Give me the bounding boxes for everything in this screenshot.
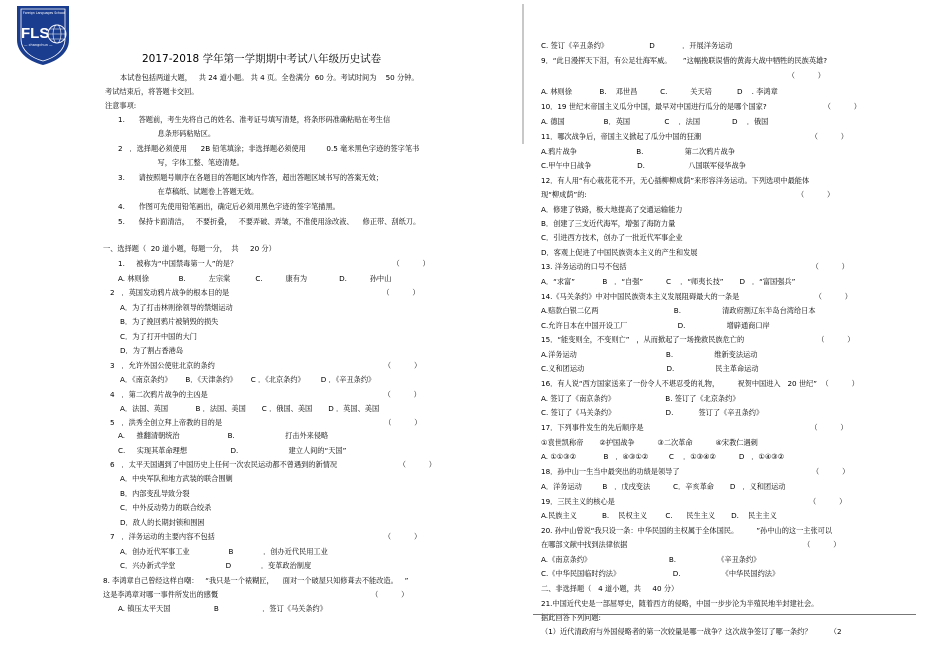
left-line-25: A. 推翻清朝统治 B. 打击外来侵略 bbox=[118, 431, 329, 440]
left-line-32: 7 ．洋务运动的主要内容不包括 （ ） bbox=[110, 532, 422, 541]
left-line-16: A．为了打击林则徐领导的禁烟运动 bbox=[120, 303, 233, 312]
left-line-6: 2 ．选择题必须使用 2B 铅笔填涂；非选择题必须使用 0.5 毫米黑色字迹的签字笔书 bbox=[118, 144, 420, 153]
left-line-12: 一、选择题（ 20 道小题，每题一分， 共 20 分） bbox=[103, 244, 276, 253]
right-line-18: 14.《马关条约》中对中国民族资本主义发展阻碍最大的一条是 （ ） bbox=[541, 292, 852, 301]
right-line-9: C.甲午中日战争 D. 八国联军侵华战争 bbox=[541, 161, 746, 170]
right-line-25: A. 签订了《南京条约》 B. 签订了《北京条约》 bbox=[541, 394, 740, 403]
right-line-20: C.允许日本在中国开设工厂 D. 增辟通商口岸 bbox=[541, 321, 770, 330]
right-line-41: （1）近代清政府与外国侵略者的第一次较量是哪一战争？这次战争签订了哪一条约？ （2 bbox=[541, 627, 842, 636]
left-line-3: 注意事项: bbox=[105, 101, 137, 110]
left-line-34: C．兴办新式学堂 D ．变革政治制度 bbox=[120, 561, 312, 570]
right-line-3: （ ） bbox=[541, 71, 825, 80]
right-line-21: 15．“能变则全，不变则亡” ，从而掀起了一场挽救民族危亡的 （ ） bbox=[541, 335, 855, 344]
right-line-1: C. 签订《辛丑条约》 D ．开展洋务运动 bbox=[541, 41, 733, 50]
left-line-13: 1. 被称为“中国禁毒第一人”的是？ （ ） bbox=[118, 259, 430, 268]
left-line-36: 这是李鸿章对哪一事件所发出的感慨 （ ） bbox=[103, 590, 409, 599]
left-line-15: 2 ．英国发动鸦片战争的根本目的是 （ ） bbox=[110, 288, 420, 297]
right-line-13: B．创建了三支近代海军，增强了海防力量 bbox=[541, 219, 676, 228]
right-line-7: 11．哪次战争后，帝国主义掀起了瓜分中国的狂潮 （ ） bbox=[541, 132, 848, 141]
right-line-36: A.《南京条约》 B. 《辛丑条约》 bbox=[541, 555, 761, 564]
right-line-16: 13. 洋务运动的口号不包括 （ ） bbox=[541, 262, 849, 271]
right-line-27: 17．下列事件发生的先后顺序是 （ ） bbox=[541, 423, 848, 432]
left-line-27: 6 ．太平天国遇到了中国历史上任何一次农民运动都不曾遇到的新情况 （ ） bbox=[110, 460, 436, 469]
right-line-5: 10．19 世纪末帝国主义瓜分中国，最早对中国进行瓜分的是哪个国家? （ ） bbox=[541, 102, 861, 111]
right-line-12: A．修建了铁路，极大地提高了交通运输能力 bbox=[541, 205, 683, 214]
right-line-39: 21.中国近代史是一部屈辱史，随着西方的侵略，中国一步步沦为半殖民地半封建社会。 bbox=[541, 599, 819, 608]
right-line-23: C.义和团运动 D. 民主革命运动 bbox=[541, 364, 759, 373]
right-line-24: 16．有人说“西方国家送来了一份令人不堪忍受的礼物， 祝贺中国进入 20 世纪” （ ） bbox=[541, 379, 859, 388]
left-line-20: 3 ．允许外国公使驻北京的条约 （ ） bbox=[110, 361, 422, 370]
left-line-18: C．为了打开中国的大门 bbox=[120, 332, 197, 341]
right-line-30: 18．孙中山一生当中最突出的功绩是领导了 （ ） bbox=[541, 467, 850, 476]
right-line-33: A.民族主义 B. 民权主义 C. 民生主义 D. 民主主义 bbox=[541, 511, 777, 520]
left-line-30: C．中外反动势力的联合绞杀 bbox=[120, 503, 212, 512]
right-line-4: A. 林则徐 B. 邓世昌 C. 关天培 D . 李鸿章 bbox=[541, 87, 778, 96]
left-line-17: B．为了挽回鸦片被销毁的损失 bbox=[120, 317, 219, 326]
left-line-2: 考试结束后，将答题卡交回。 bbox=[105, 87, 199, 96]
left-line-9: 在草稿纸、试题卷上答题无效。 bbox=[137, 187, 259, 196]
right-line-14: C．引进西方技术，创办了一批近代军事企业 bbox=[541, 233, 683, 242]
left-line-1: 本试卷包括两道大题， 共 24 道小题。 共 4 页。全卷满分 60 分。考试时间为 50 分钟。 bbox=[120, 73, 419, 82]
left-line-35: 8. 李鸿章自己曾经这样自嘲： “我只是一个裱糊匠， 面对一个破屋只知修葺去不能改造。 ” bbox=[103, 576, 409, 585]
left-line-31: D．敌人的长期封锁和围困 bbox=[120, 518, 205, 527]
right-line-34: 20. 孙中山曾说“我只设一条：中华民国的主权属于全体国民。 ”孙中山的这一主张可以 bbox=[541, 526, 833, 535]
right-line-28: ①袁世凯称帝 ②护国战争 ③二次革命 ④宋教仁遇刺 bbox=[541, 438, 758, 447]
exam-title: 2017-2018 学年第一学期期中考试八年级历史试卷 bbox=[142, 53, 382, 65]
logo-name: FLS bbox=[21, 25, 50, 42]
left-line-23: A．法国、英国 B ．法国、美国 C ．俄国、美国 D ．英国、美国 bbox=[120, 404, 380, 413]
left-line-4: 1. 答题前，考生先将自己的姓名、准考证号填写清楚，将条形码准确粘贴在考生信 bbox=[118, 115, 391, 124]
right-line-37: C.《中华民国临时约法》 D. 《中华民国约法》 bbox=[541, 569, 780, 578]
left-line-19: D．为了割占香港岛 bbox=[120, 346, 184, 355]
left-line-37: A. 镇压太平天国 B ．签订《马关条约》 bbox=[118, 604, 327, 613]
answer-box bbox=[533, 614, 916, 631]
left-line-14: A. 林则徐 B. 左宗棠 C. 康有为 D. 孙中山 bbox=[118, 274, 392, 283]
left-line-26: C. 实现其革命理想 D. 建立人间的“天国” bbox=[118, 446, 347, 455]
right-line-40: 据此回答下列问题: bbox=[541, 613, 601, 622]
right-line-10: 12．有人用“有心栽花花不开，无心插柳柳成荫”来形容洋务运动。下列选项中最能体 bbox=[541, 176, 810, 185]
left-line-28: A．中央军队和地方武装的联合围剿 bbox=[120, 474, 233, 483]
right-line-8: A.鸦片战争 B. 第二次鸦片战争 bbox=[541, 147, 735, 156]
right-line-32: 19．三民主义的核心是 （ ） bbox=[541, 497, 847, 506]
right-line-26: C. 签订了《马关条约》 D. 签订了《辛丑条约》 bbox=[541, 408, 764, 417]
school-logo bbox=[15, 4, 71, 66]
right-line-17: A．“求富” B ．“自强” C ．“师夷长技” D ．“富国强兵” bbox=[541, 277, 796, 286]
left-line-11: 5. 保持卡面清洁， 不要折叠， 不要弄破、弄皱，不准使用涂改液、 修正带、刮纸刀。 bbox=[118, 217, 421, 226]
logo-top-text: Foreign Languages School bbox=[23, 11, 65, 15]
left-line-33: A．创办近代军事工业 B ．创办近代民用工业 bbox=[120, 547, 328, 556]
right-line-38: 二、非选择题（ 4 道小题，共 40 分） bbox=[541, 584, 679, 593]
left-line-8: 3. 请按照题号顺序在各题目的答题区域内作答，超出答题区域书写的答案无效； bbox=[118, 173, 383, 182]
left-line-10: 4. 作图可先使用铅笔画出，确定后必须用黑色字迹的签字笔描黑。 bbox=[118, 202, 340, 211]
right-line-15: D．客观上促进了中国民族资本主义的产生和发展 bbox=[541, 248, 698, 257]
right-line-2: 9．“此日漫挥天下泪，有公足壮海军威。 ”这幅挽联误惜的黄海大战中牺牲的民族英雄? bbox=[541, 56, 828, 65]
left-line-29: B．内部变乱导致分裂 bbox=[120, 489, 190, 498]
left-line-5: 息条形码粘贴区。 bbox=[137, 129, 216, 138]
left-line-24: 5 ．洪秀全创立拜上帝教的目的是 （ ） bbox=[110, 418, 422, 427]
left-line-21: A．《南京条约》 B．《天津条约》 C ．《北京条约》 D ．《辛丑条约》 bbox=[120, 375, 376, 384]
right-line-31: A．洋务运动 B ．戊戌变法 C．辛亥革命 D ．义和团运动 bbox=[541, 482, 786, 491]
right-line-22: A.洋务运动 B. 维新变法运动 bbox=[541, 350, 758, 359]
right-line-6: A. 德国 B．英国 C ．法国 D ．俄国 bbox=[541, 117, 769, 126]
right-line-11: 现“柳成荫”的: （ ） bbox=[541, 190, 835, 199]
right-line-35: 在哪部文献中找到法律依据 （ ） bbox=[541, 540, 841, 549]
left-line-7: 写，字体工整、笔迹清楚。 bbox=[137, 158, 244, 167]
left-line-22: 4 ．第二次鸦片战争的主凶是 （ ） bbox=[110, 390, 421, 399]
right-line-19: A.赔款白银二亿两 B. 清政府割辽东半岛台湾给日本 bbox=[541, 306, 816, 315]
page-divider bbox=[522, 4, 524, 144]
logo-bottom-text: — changchun — bbox=[24, 43, 53, 47]
right-line-29: A. ①①③② B ．④③①② C ．①③④② D ．①④③② bbox=[541, 452, 785, 461]
